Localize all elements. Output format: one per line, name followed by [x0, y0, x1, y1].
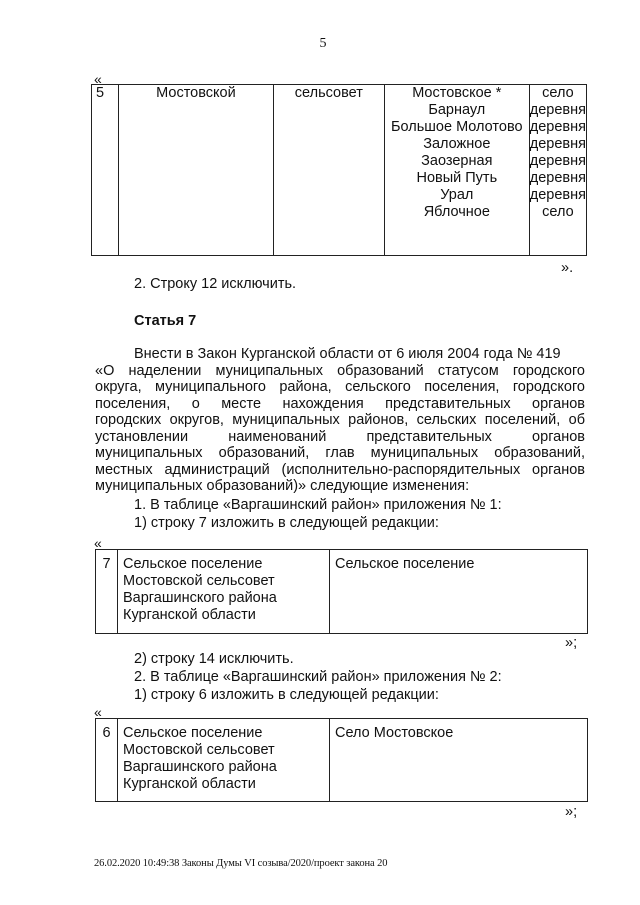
change-2-item-1: 1) строку 6 изложить в следующей редакции:	[134, 687, 439, 703]
municipality-name	[118, 550, 330, 634]
paragraph-line: «О наделении муниципальных образований статусом городского	[95, 362, 585, 379]
municipality-status: Сельское поселение	[330, 550, 588, 634]
close-quote: »;	[565, 804, 578, 820]
municipality-name	[118, 719, 330, 802]
list-item: деревня	[529, 119, 586, 135]
change-1-item-1: 1) строку 7 изложить в следующей редакции:	[134, 515, 439, 531]
row-number: 5	[92, 85, 119, 256]
name-line: Курганской области	[123, 776, 256, 792]
name-line: Варгашинского района	[123, 759, 277, 775]
row-number: 7	[96, 550, 118, 634]
name-line: Мостовской сельсовет	[123, 573, 275, 589]
table-row	[96, 550, 588, 634]
paragraph-line: поселения, о месте нахождения представительных органов	[95, 395, 585, 412]
list-item: Заозерная	[421, 153, 493, 169]
paragraph-line: местных администраций (исполнительно-распорядительных органов	[95, 461, 585, 478]
list-item: деревня	[529, 153, 586, 169]
document-footer: 26.02.2020 10:49:38 Законы Думы VI созыва/2020/проект закона 20	[94, 858, 388, 869]
name-line: Сельское поселение	[123, 556, 263, 572]
paragraph-line: установлении наименований представительных органов	[95, 428, 585, 445]
paragraph-line: округа, муниципального района, сельского поселения, городского	[95, 379, 585, 395]
page-number: 5	[319, 36, 327, 51]
municipality-type: сельсовет	[273, 85, 384, 256]
list-item: Большое Молотово	[391, 119, 523, 135]
change-1: 1. В таблице «Варгашинский район» приложения № 1:	[134, 497, 502, 513]
settlement-kind-list	[529, 85, 586, 256]
table-row	[92, 85, 587, 256]
paragraph-line: муниципальных образований, глав муниципальных образований,	[95, 445, 585, 461]
paragraph-line: муниципальных образований)» следующие изменения:	[95, 478, 470, 494]
name-line: Курганской области	[123, 607, 256, 623]
article-paragraph	[95, 346, 585, 495]
list-item: Мостовское *	[412, 85, 502, 101]
list-item: Барнаул	[428, 102, 486, 118]
item-2: 2. Строку 12 исключить.	[134, 276, 297, 292]
list-item: деревня	[529, 170, 586, 186]
open-quote: «	[94, 71, 102, 87]
administrative-center-table	[95, 718, 588, 802]
settlements-table	[91, 84, 587, 256]
name-line: Мостовской сельсовет	[123, 742, 275, 758]
table-row	[96, 719, 588, 802]
close-quote: ».	[561, 260, 574, 276]
close-quote: »;	[565, 635, 578, 651]
municipality-status-table	[95, 549, 588, 634]
article-title: Статья 7	[134, 313, 197, 329]
list-item: деревня	[529, 187, 586, 203]
administrative-center: Село Мостовское	[330, 719, 588, 802]
paragraph-line: Внести в Закон Курганской области от 6 июля 2004 года № 419	[134, 346, 561, 362]
name-line: Сельское поселение	[123, 725, 263, 741]
list-item: село	[542, 204, 574, 220]
paragraph-line: городских округов, муниципальных районов, сельских поселений, об	[95, 412, 585, 428]
row-number: 6	[96, 719, 118, 802]
name-line: Варгашинского района	[123, 590, 277, 606]
open-quote: «	[94, 704, 102, 720]
settlement-list	[384, 85, 529, 256]
change-1-item-2: 2) строку 14 исключить.	[134, 651, 294, 667]
list-item: Заложное	[423, 136, 491, 152]
list-item: деревня	[529, 136, 586, 152]
list-item: Урал	[440, 187, 474, 203]
list-item: село	[542, 85, 574, 101]
list-item: Новый Путь	[416, 170, 498, 186]
municipality-name: Мостовской	[118, 85, 273, 256]
open-quote: «	[94, 535, 102, 551]
change-2: 2. В таблице «Варгашинский район» приложения № 2:	[134, 669, 502, 685]
list-item: деревня	[529, 102, 586, 118]
list-item: Яблочное	[423, 204, 490, 220]
